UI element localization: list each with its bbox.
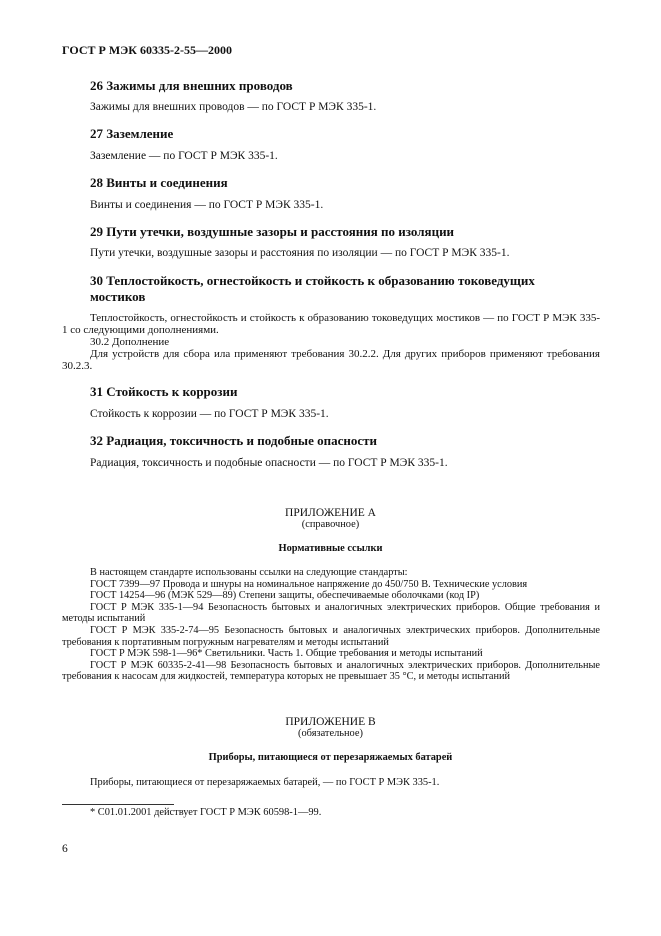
section-30-heading-line2: мостиков — [90, 289, 146, 304]
reference-item: ГОСТ 7399—97 Провода и шнуры на номинальное напряжение до 450/750 В. Технические условия — [90, 578, 528, 590]
section-30-body — [62, 312, 600, 372]
annex-b-heading: Приборы, питающиеся от перезаряжаемых батарей — [208, 752, 453, 763]
document-header: ГОСТ Р МЭК 60335-2-55—2000 — [62, 43, 232, 57]
section-28-heading: 28 Винты и соединения — [90, 175, 228, 190]
section-30-text: Теплостойкость, огнестойкость и стойкость к образованию токоведущих мостиков — по ГОСТ Р МЭК 335-1 со следующими дополнениями. — [62, 312, 600, 336]
page-number: 6 — [62, 843, 68, 855]
footnote-divider — [62, 804, 174, 805]
section-31-heading: 31 Стойкость к коррозии — [90, 384, 238, 399]
section-30-heading-line1: 30 Теплостойкость, огнестойкость и стойкость к образованию токоведущих — [90, 273, 535, 288]
annex-b-status: (обязательное) — [298, 728, 363, 739]
section-29-text: Пути утечки, воздушные зазоры и расстояния по изоляции — по ГОСТ Р МЭК 335-1. — [90, 247, 510, 259]
annex-a-heading: Нормативные ссылки — [278, 543, 383, 554]
annex-b-text: Приборы, питающиеся от перезаряжаемых батарей, — по ГОСТ Р МЭК 335-1. — [90, 777, 440, 788]
section-27-text: Заземление — по ГОСТ Р МЭК 335-1. — [90, 150, 278, 162]
reference-item: ГОСТ Р МЭК 598-1—96* Светильники. Часть 1. Общие требования и методы испытаний — [90, 648, 483, 660]
section-31-text: Стойкость к коррозии — по ГОСТ Р МЭК 335-1. — [90, 408, 329, 420]
section-32-text: Радиация, токсичность и подобные опасности — по ГОСТ Р МЭК 335-1. — [90, 457, 448, 469]
reference-intro: В настоящем стандарте использованы ссылки на следующие стандарты: — [90, 567, 408, 578]
reference-item: ГОСТ 14254—96 (МЭК 529—89) Степени защиты, обеспечиваемые оболочками (код IP) — [90, 590, 480, 602]
section-27-heading: 27 Заземление — [90, 126, 174, 141]
section-26-heading: 26 Зажимы для внешних проводов — [90, 78, 293, 93]
annex-b-title: ПРИЛОЖЕНИЕ В — [285, 716, 376, 728]
annex-a-title: ПРИЛОЖЕНИЕ А — [285, 507, 376, 519]
section-29-heading: 29 Пути утечки, воздушные зазоры и расстояния по изоляции — [90, 224, 455, 239]
section-30-subtext: Для устройств для сбора ила применяют требования 30.2.2. Для других приборов применяют требования 30.2.3. — [62, 348, 600, 372]
section-28-text: Винты и соединения — по ГОСТ Р МЭК 335-1. — [90, 199, 324, 211]
section-32-heading: 32 Радиация, токсичность и подобные опасности — [90, 433, 378, 448]
reference-list — [62, 567, 600, 683]
reference-item: ГОСТ Р МЭК 335-1—94 Безопасность бытовых и аналогичных электрических приборов. Общие требования и методы испытаний — [62, 601, 600, 625]
section-30-subheading: 30.2 Дополнение — [90, 336, 170, 348]
reference-item: ГОСТ Р МЭК 60335-2-41—98 Безопасность бытовых и аналогичных электрических приборов. Дополнительные требования к насосам для жидкостей, температура которых не превышает 35 °С, и методы испытаний — [62, 659, 600, 683]
reference-item: ГОСТ Р МЭК 335-2-74—95 Безопасность бытовых и аналогичных электрических приборов. Дополнительные требования к портативным погружным нагревателям и методы испытаний — [62, 624, 600, 648]
section-26-text: Зажимы для внешних проводов — по ГОСТ Р МЭК 335-1. — [90, 101, 377, 113]
annex-a-status: (справочное) — [301, 519, 360, 530]
footnote: * С01.01.2001 действует ГОСТ Р МЭК 60598-1—99. — [90, 807, 322, 818]
